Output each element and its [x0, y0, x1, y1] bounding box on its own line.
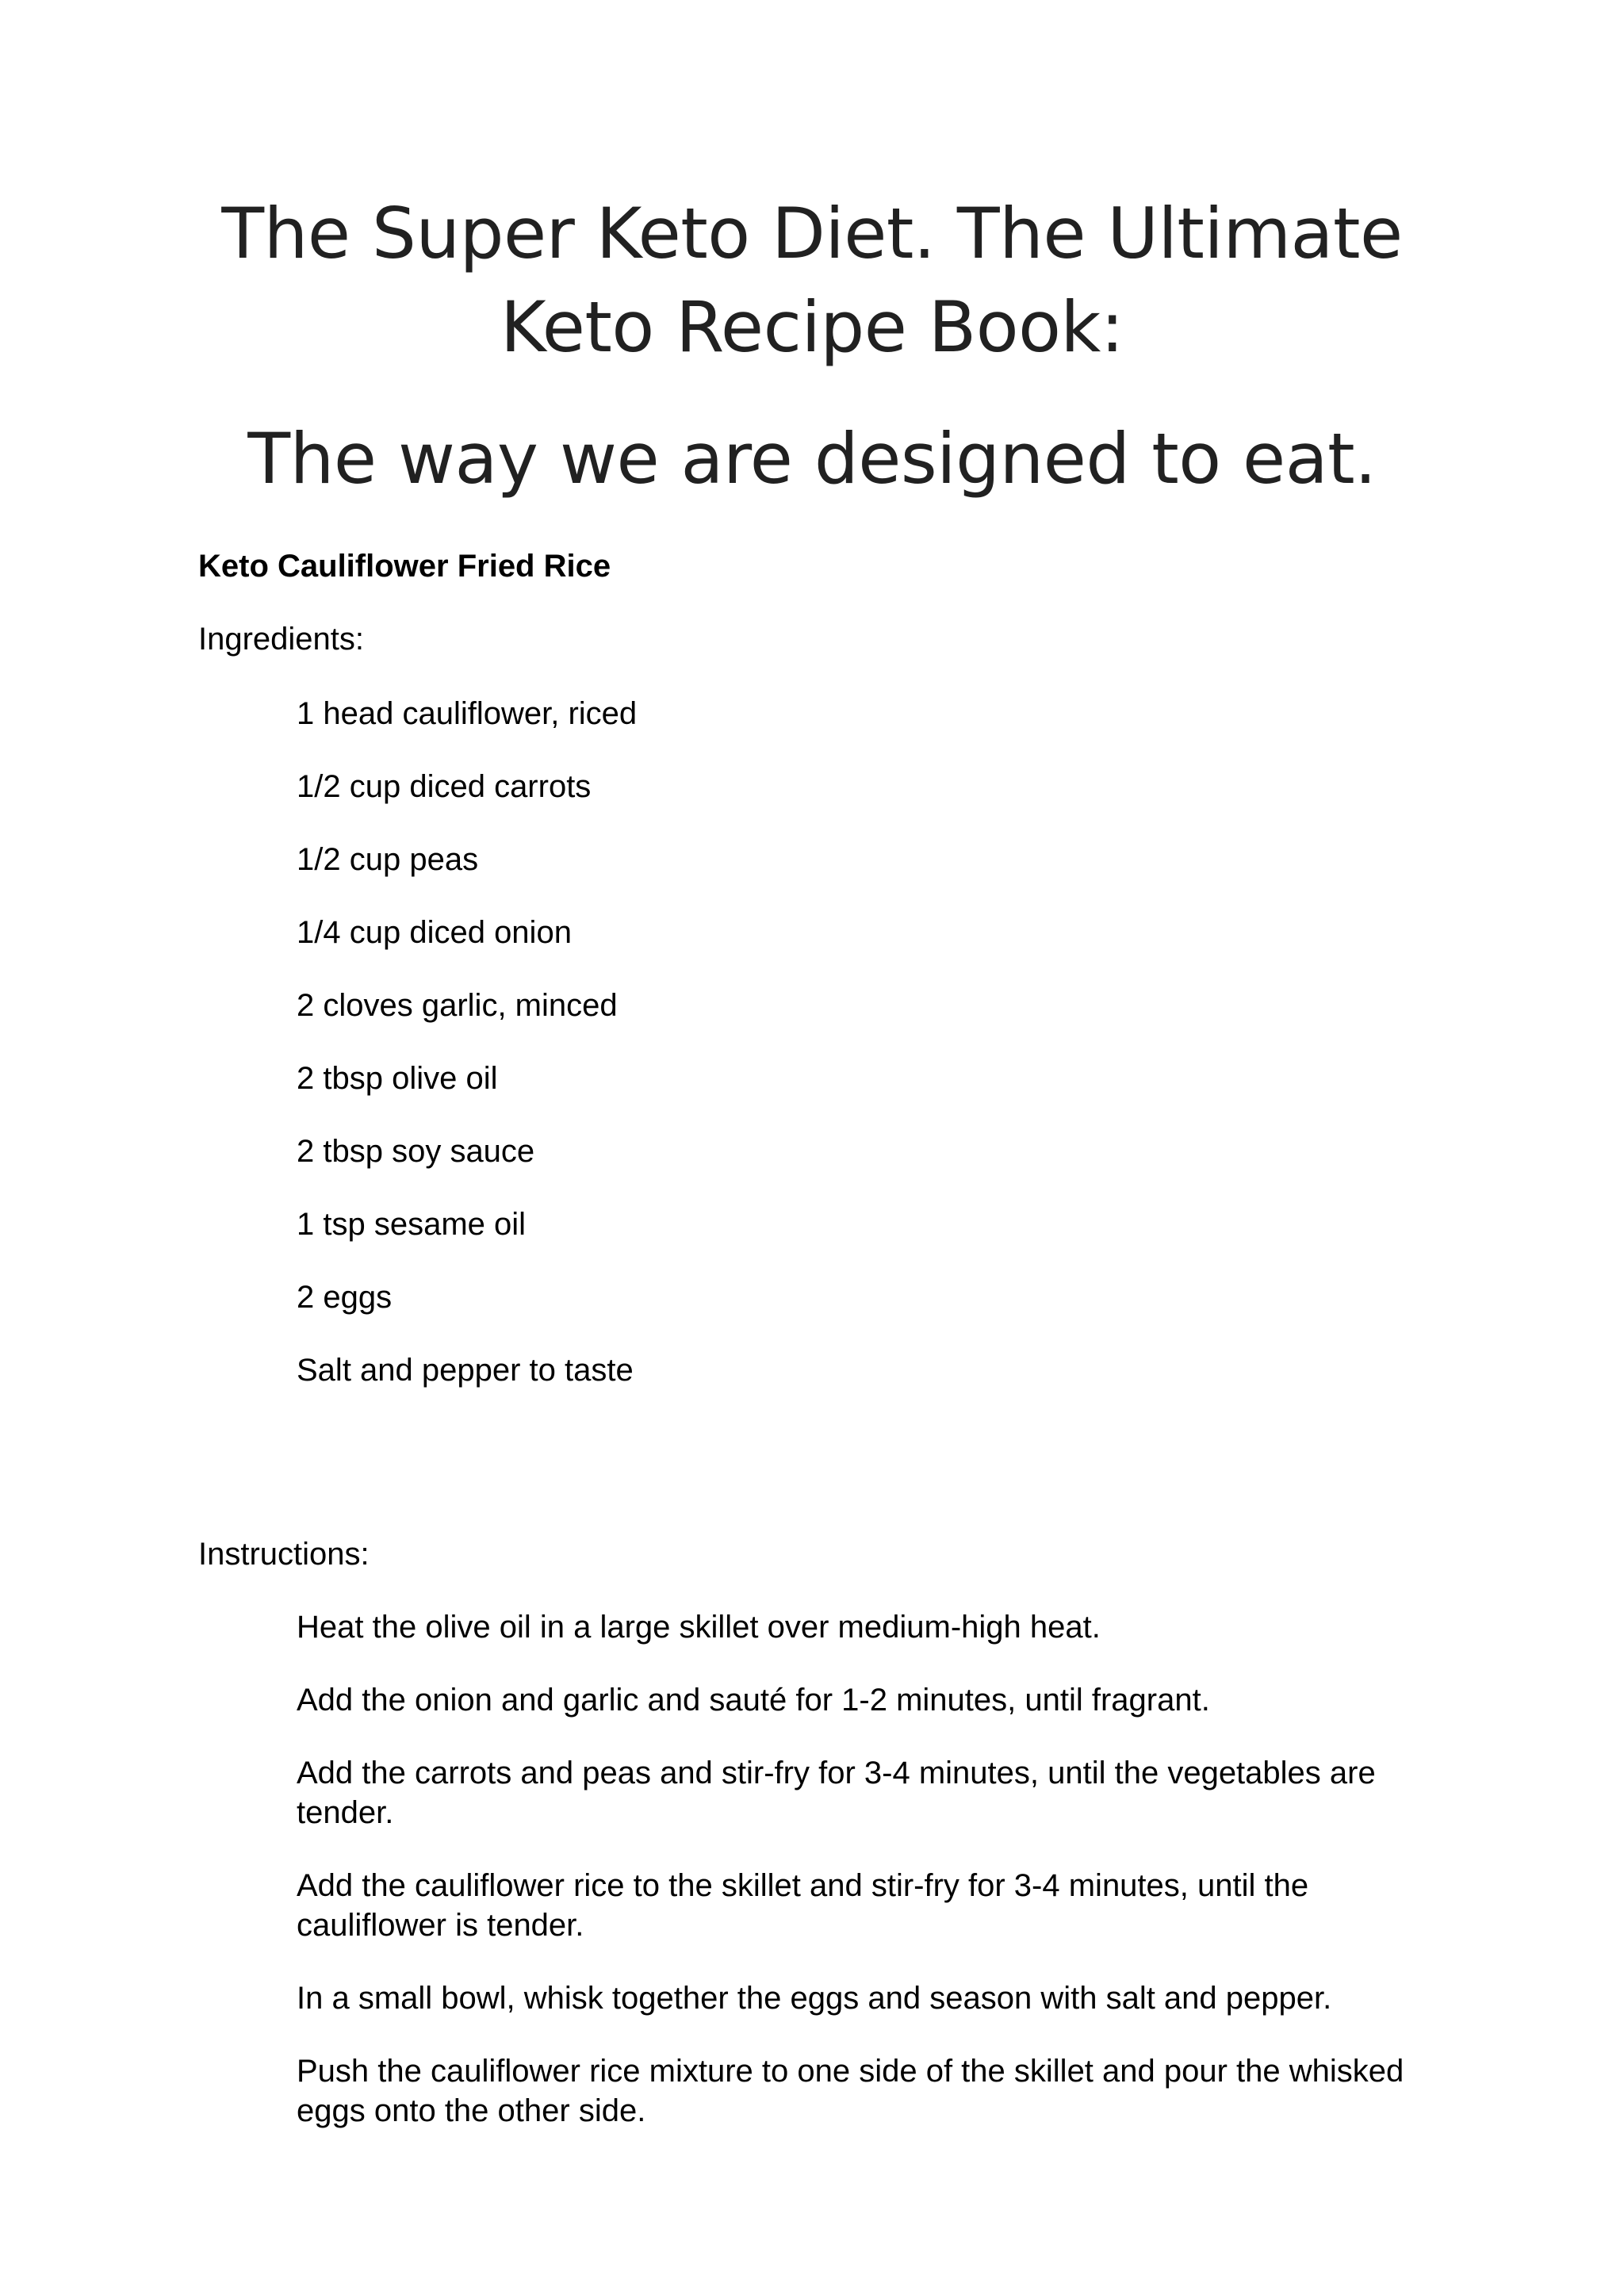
instructions-list [297, 1607, 1438, 2164]
ingredient-item: 2 eggs [297, 1280, 393, 1315]
ingredients-list [297, 694, 1438, 1423]
instructions-label: Instructions: [198, 1537, 370, 1572]
ingredient-item: 1 head cauliflower, riced [297, 696, 638, 731]
ingredient-item: 1/2 cup peas [297, 842, 479, 877]
ingredients-label: Ingredients: [198, 622, 365, 657]
recipe-name: Keto Cauliflower Fried Rice [198, 549, 611, 584]
instruction-step: In a small bowl, whisk together the eggs and season with salt and pepper. [297, 1981, 1332, 2016]
ingredient-item: 2 tbsp soy sauce [297, 1134, 535, 1169]
instruction-step: Add the carrots and peas and stir-fry for 3-4 minutes, until the vegetables are tender. [297, 1756, 1376, 1830]
ingredient-item: 2 cloves garlic, minced [297, 988, 618, 1023]
ingredient-item: 2 tbsp olive oil [297, 1061, 498, 1096]
document-subtitle: The way we are designed to eat. [247, 418, 1377, 500]
instruction-step: Push the cauliflower rice mixture to one side of the skillet and pour the whisked eggs onto the other side. [297, 2054, 1404, 2128]
instruction-step: Add the onion and garlic and sauté for 1-2 minutes, until fragrant. [297, 1683, 1210, 1718]
ingredient-item: Salt and pepper to taste [297, 1353, 634, 1388]
ingredient-item: 1 tsp sesame oil [297, 1207, 527, 1242]
instruction-step: Heat the olive oil in a large skillet over medium-high heat. [297, 1610, 1101, 1645]
ingredient-item: 1/2 cup diced carrots [297, 769, 592, 804]
document-title: The Super Keto Diet. The Ultimate Keto Recipe Book: [221, 193, 1403, 368]
instruction-step: Add the cauliflower rice to the skillet and stir-fry for 3-4 minutes, until the cauliflower is tender. [297, 1868, 1309, 1943]
ingredient-item: 1/4 cup diced onion [297, 915, 572, 950]
